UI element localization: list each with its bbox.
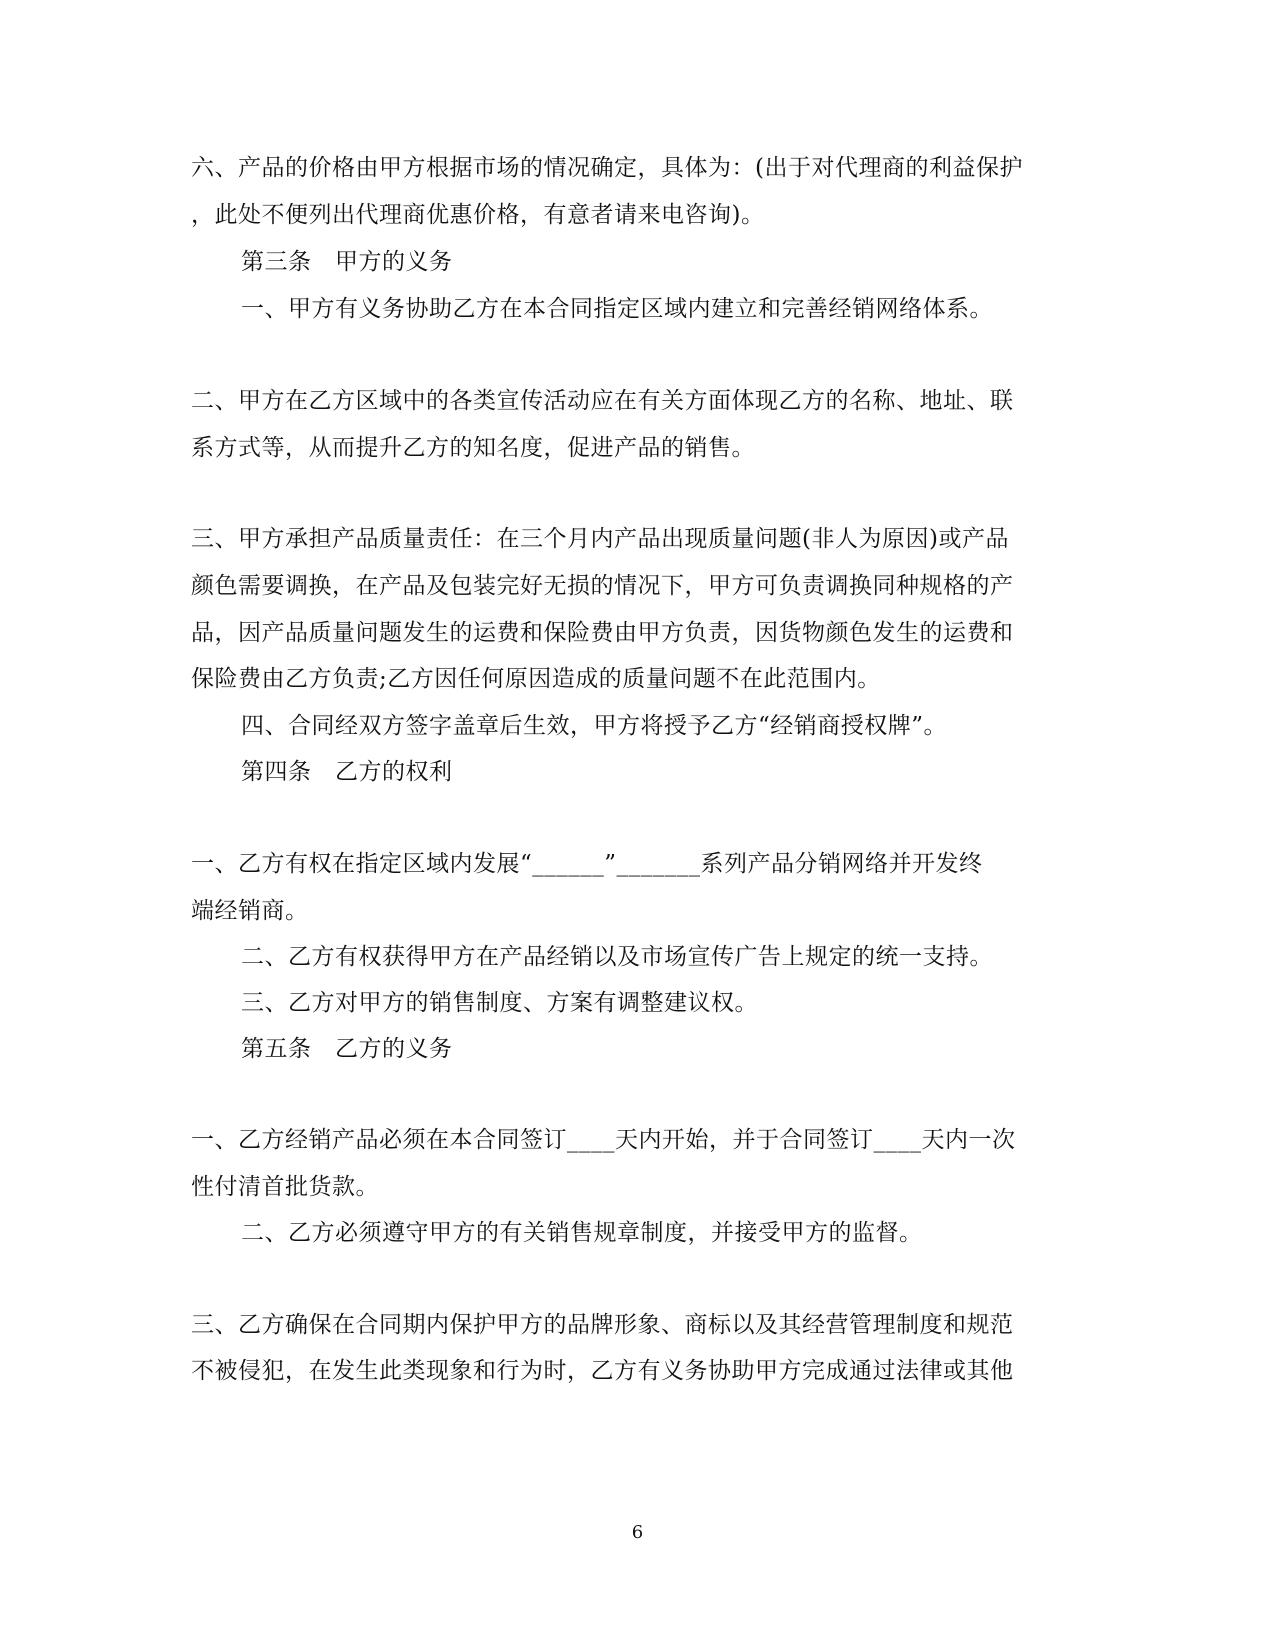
article-heading: 第四条 乙方的权利 — [241, 759, 453, 785]
text-line: 四、合同经双方签字盖章后生效，甲方将授予乙方“经销商授权牌”。 — [241, 713, 948, 739]
text-line: 一、乙方有权在指定区域内发展“______”_______系列产品分销网络并开发终 — [191, 851, 983, 877]
text-line: 品，因产品质量问题发生的运费和保险费由甲方负责，因货物颜色发生的运费和 — [191, 620, 1014, 646]
text-line: 一、乙方经销产品必须在本合同签订____天内开始，并于合同签订____天内一次 — [191, 1127, 1016, 1153]
text-line: 性付清首批货款。 — [191, 1174, 379, 1200]
article-heading: 第五条 乙方的义务 — [241, 1036, 453, 1062]
text-line: 系方式等，从而提升乙方的知名度，促进产品的销售。 — [191, 435, 755, 461]
text-line: 六、产品的价格由甲方根据市场的情况确定，具体为：(出于对代理商的利益保护 — [191, 155, 1023, 181]
text-line: 三、乙方确保在合同期内保护甲方的品牌形象、商标以及其经营管理制度和规范 — [191, 1312, 1014, 1338]
text-line: 三、乙方对甲方的销售制度、方案有调整建议权。 — [241, 990, 758, 1016]
text-line: 端经销商。 — [191, 898, 309, 924]
text-line: 颜色需要调换，在产品及包装完好无损的情况下，甲方可负责调换同种规格的产 — [191, 573, 1014, 599]
text-line: 不被侵犯，在发生此类现象和行为时，乙方有义务协助甲方完成通过法律或其他 — [191, 1358, 1014, 1384]
text-line: 二、甲方在乙方区域中的各类宣传活动应在有关方面体现乙方的名称、地址、联 — [191, 388, 1014, 414]
text-line: 保险费由乙方负责;乙方因任何原因造成的质量问题不在此范围内。 — [191, 666, 881, 692]
text-line: 一、甲方有义务协助乙方在本合同指定区域内建立和完善经销网络体系。 — [241, 296, 993, 322]
article-heading: 第三条 甲方的义务 — [241, 249, 453, 275]
text-line: 三、甲方承担产品质量责任：在三个月内产品出现质量问题(非人为原因)或产品 — [191, 526, 1009, 552]
page-number: 6 — [631, 1522, 644, 1543]
text-line: 二、乙方必须遵守甲方的有关销售规章制度，并接受甲方的监督。 — [241, 1220, 923, 1246]
text-line: 二、乙方有权获得甲方在产品经销以及市场宣传广告上规定的统一支持。 — [241, 944, 993, 970]
text-line: ，此处不便列出代理商优惠价格，有意者请来电咨询)。 — [191, 202, 765, 228]
